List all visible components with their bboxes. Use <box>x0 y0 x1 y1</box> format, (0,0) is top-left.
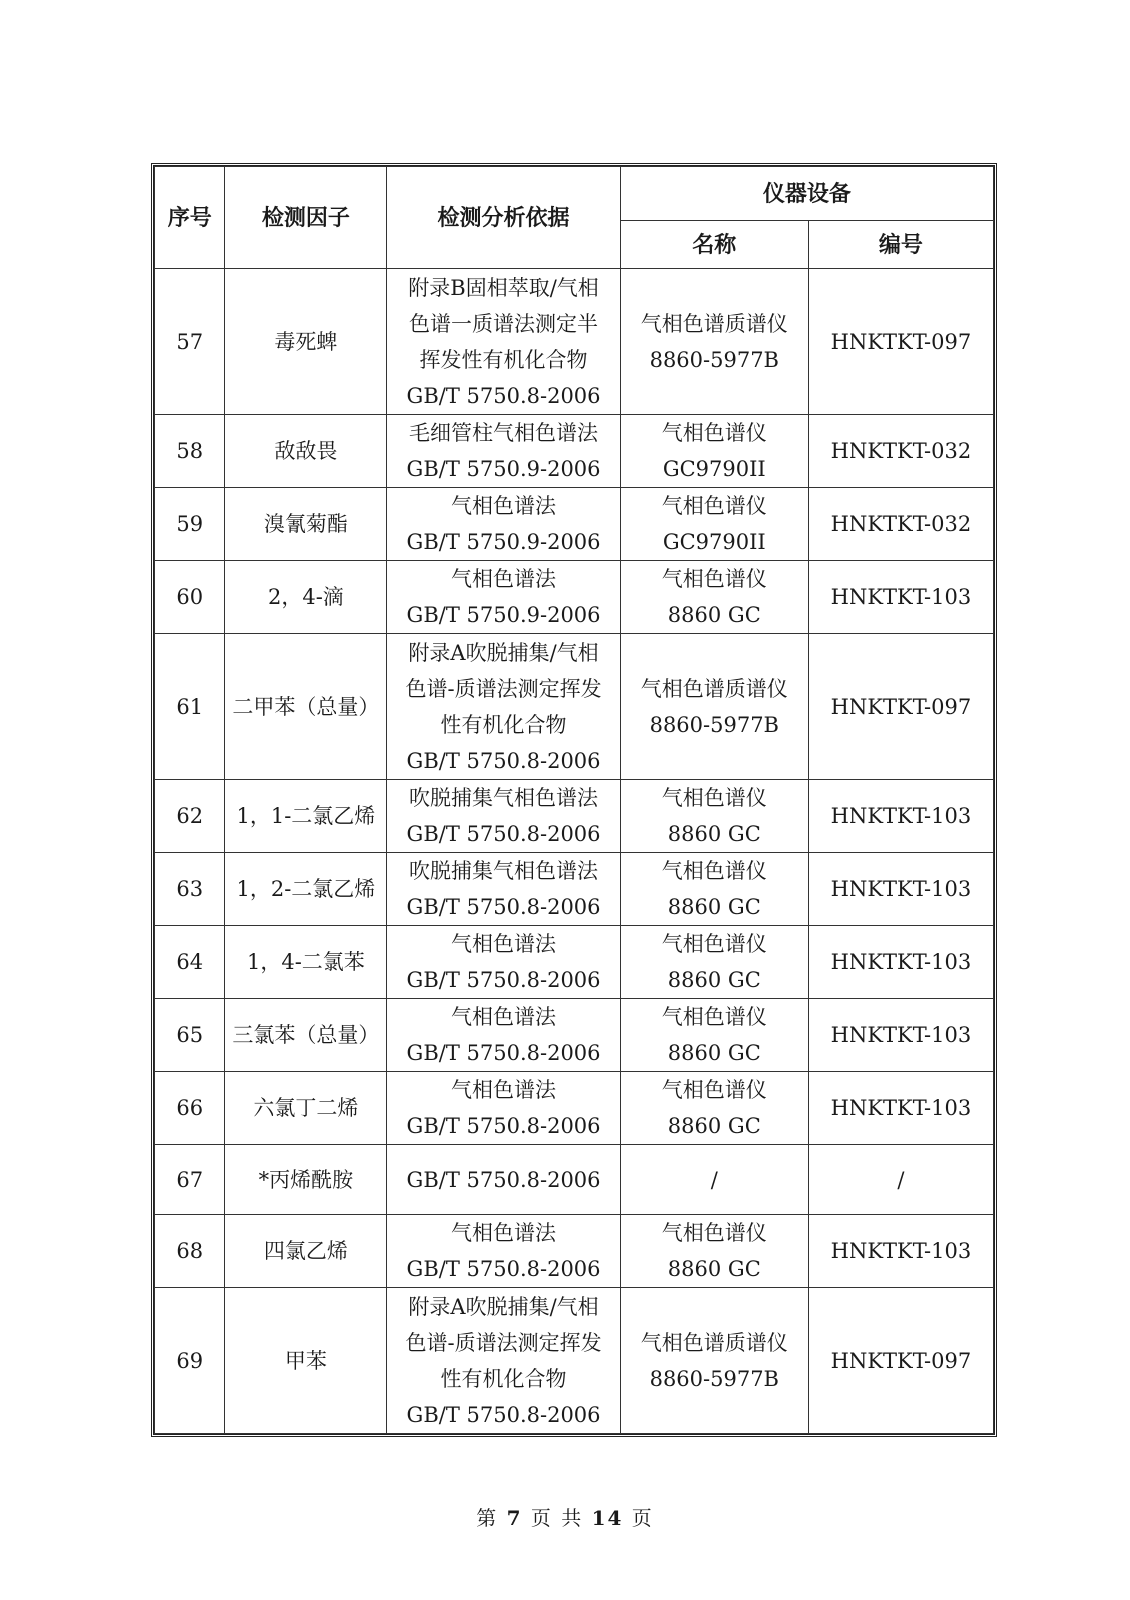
table-row <box>155 269 994 415</box>
cell-basis: GB/T 5750.8-2006 <box>387 1145 620 1215</box>
table-body <box>155 269 994 1434</box>
cell-basis: 附录B固相萃取/气相 色谱一质谱法测定半 挥发性有机化合物 GB/T 5750.8-2006 <box>387 269 620 415</box>
footer-page-number: 7 <box>506 1506 523 1530</box>
cell-equipment-code: HNKTKT-103 <box>808 853 993 926</box>
cell-basis: 气相色谱法 GB/T 5750.8-2006 <box>387 1072 620 1145</box>
cell-equipment-code: / <box>808 1145 993 1215</box>
cell-equipment-code: HNKTKT-103 <box>808 1215 993 1288</box>
table-row <box>155 999 994 1072</box>
header-basis: 检测分析依据 <box>387 167 620 269</box>
table-row <box>155 1288 994 1434</box>
cell-basis: 吹脱捕集气相色谱法 GB/T 5750.8-2006 <box>387 780 620 853</box>
table-row <box>155 561 994 634</box>
header-equipment: 仪器设备 <box>620 167 993 221</box>
table-row <box>155 853 994 926</box>
cell-equipment-name: 气相色谱仪 8860 GC <box>620 926 808 999</box>
cell-basis: 毛细管柱气相色谱法 GB/T 5750.9-2006 <box>387 415 620 488</box>
cell-basis: 气相色谱法 GB/T 5750.8-2006 <box>387 926 620 999</box>
cell-equipment-code: HNKTKT-103 <box>808 999 993 1072</box>
cell-basis: 吹脱捕集气相色谱法 GB/T 5750.8-2006 <box>387 853 620 926</box>
cell-seq: 59 <box>155 488 225 561</box>
cell-seq: 60 <box>155 561 225 634</box>
table-row <box>155 415 994 488</box>
cell-factor: 1，2-二氯乙烯 <box>225 853 387 926</box>
cell-equipment-name: 气相色谱质谱仪 8860-5977B <box>620 1288 808 1434</box>
header-name: 名称 <box>620 221 808 269</box>
table-row <box>155 1215 994 1288</box>
cell-factor: 1，1-二氯乙烯 <box>225 780 387 853</box>
cell-equipment-name: 气相色谱质谱仪 8860-5977B <box>620 634 808 780</box>
cell-seq: 68 <box>155 1215 225 1288</box>
cell-seq: 64 <box>155 926 225 999</box>
page-footer <box>0 1502 1130 1531</box>
cell-equipment-name: 气相色谱仪 8860 GC <box>620 1215 808 1288</box>
cell-factor: 三氯苯（总量） <box>225 999 387 1072</box>
cell-equipment-code: HNKTKT-097 <box>808 269 993 415</box>
cell-equipment-code: HNKTKT-032 <box>808 415 993 488</box>
cell-factor: 毒死蜱 <box>225 269 387 415</box>
table-row <box>155 1072 994 1145</box>
cell-seq: 65 <box>155 999 225 1072</box>
cell-equipment-name: 气相色谱仪 GC9790II <box>620 488 808 561</box>
table-row <box>155 780 994 853</box>
cell-factor: 敌敌畏 <box>225 415 387 488</box>
equipment-table <box>154 166 994 1434</box>
header-factor: 检测因子 <box>225 167 387 269</box>
cell-factor: 二甲苯（总量） <box>225 634 387 780</box>
cell-seq: 62 <box>155 780 225 853</box>
cell-seq: 67 <box>155 1145 225 1215</box>
table-row <box>155 926 994 999</box>
cell-factor: 2，4-滴 <box>225 561 387 634</box>
header-code: 编号 <box>808 221 993 269</box>
cell-factor: *丙烯酰胺 <box>225 1145 387 1215</box>
footer-mid: 页 共 <box>530 1506 584 1530</box>
cell-basis: 气相色谱法 GB/T 5750.9-2006 <box>387 488 620 561</box>
table-row <box>155 1145 994 1215</box>
table-row <box>155 634 994 780</box>
cell-equipment-code: HNKTKT-103 <box>808 561 993 634</box>
cell-equipment-code: HNKTKT-032 <box>808 488 993 561</box>
cell-equipment-name: 气相色谱质谱仪 8860-5977B <box>620 269 808 415</box>
table-header <box>155 167 994 269</box>
cell-factor: 溴氰菊酯 <box>225 488 387 561</box>
footer-suffix: 页 <box>631 1506 654 1530</box>
cell-factor: 甲苯 <box>225 1288 387 1434</box>
cell-factor: 四氯乙烯 <box>225 1215 387 1288</box>
footer-prefix: 第 <box>476 1506 499 1530</box>
cell-basis: 气相色谱法 GB/T 5750.8-2006 <box>387 1215 620 1288</box>
cell-equipment-name: 气相色谱仪 GC9790II <box>620 415 808 488</box>
cell-equipment-code: HNKTKT-097 <box>808 1288 993 1434</box>
table-row <box>155 488 994 561</box>
cell-equipment-name: 气相色谱仪 8860 GC <box>620 853 808 926</box>
cell-equipment-code: HNKTKT-103 <box>808 780 993 853</box>
cell-equipment-name: / <box>620 1145 808 1215</box>
footer-total-pages: 14 <box>591 1506 624 1530</box>
cell-basis: 附录A吹脱捕集/气相 色谱-质谱法测定挥发 性有机化合物 GB/T 5750.8-2006 <box>387 634 620 780</box>
cell-factor: 1，4-二氯苯 <box>225 926 387 999</box>
header-seq: 序号 <box>155 167 225 269</box>
cell-seq: 57 <box>155 269 225 415</box>
cell-equipment-code: HNKTKT-103 <box>808 1072 993 1145</box>
cell-seq: 66 <box>155 1072 225 1145</box>
cell-equipment-name: 气相色谱仪 8860 GC <box>620 999 808 1072</box>
cell-seq: 63 <box>155 853 225 926</box>
cell-basis: 附录A吹脱捕集/气相 色谱-质谱法测定挥发 性有机化合物 GB/T 5750.8-2006 <box>387 1288 620 1434</box>
cell-equipment-name: 气相色谱仪 8860 GC <box>620 780 808 853</box>
cell-factor: 六氯丁二烯 <box>225 1072 387 1145</box>
cell-basis: 气相色谱法 GB/T 5750.9-2006 <box>387 561 620 634</box>
cell-equipment-name: 气相色谱仪 8860 GC <box>620 561 808 634</box>
cell-seq: 69 <box>155 1288 225 1434</box>
cell-seq: 58 <box>155 415 225 488</box>
cell-equipment-code: HNKTKT-097 <box>808 634 993 780</box>
document-table-frame <box>151 163 997 1437</box>
cell-equipment-name: 气相色谱仪 8860 GC <box>620 1072 808 1145</box>
cell-equipment-code: HNKTKT-103 <box>808 926 993 999</box>
cell-basis: 气相色谱法 GB/T 5750.8-2006 <box>387 999 620 1072</box>
cell-seq: 61 <box>155 634 225 780</box>
